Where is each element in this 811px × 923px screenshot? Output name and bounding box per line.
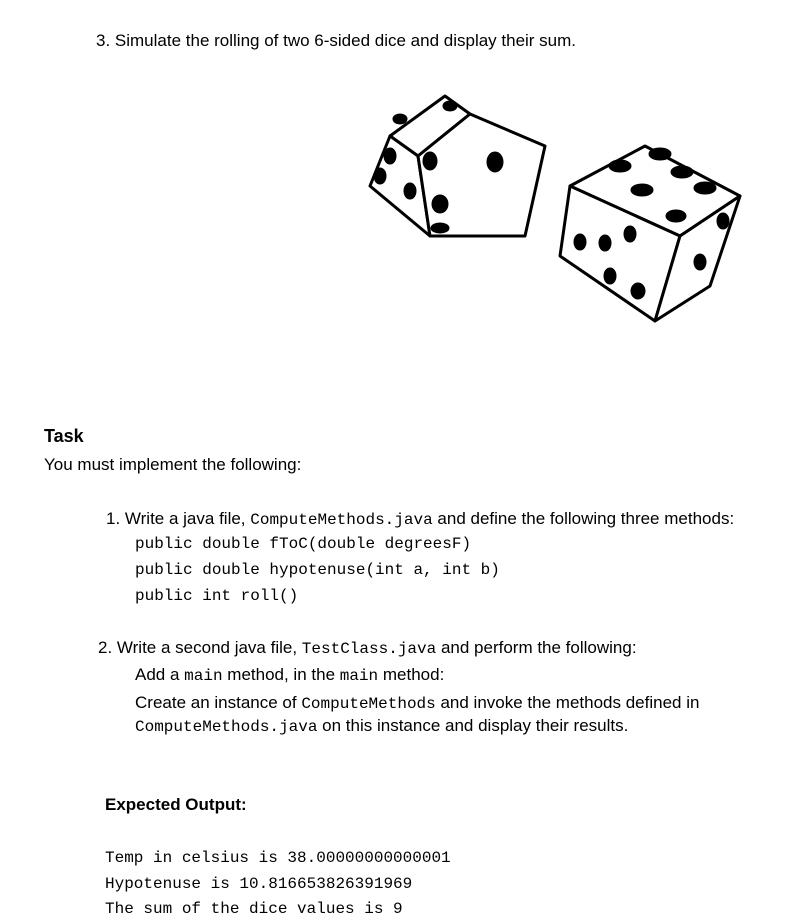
item1-line xyxy=(106,509,734,529)
output-line-1: Temp in celsius is 38.00000000000001 xyxy=(105,849,451,867)
expected-output-heading: Expected Output: xyxy=(105,795,247,814)
item2-main-line xyxy=(135,665,444,685)
right-die-icon xyxy=(560,146,740,321)
method-signature-3: public int roll() xyxy=(135,587,299,605)
item2-text: on this instance and display their results. xyxy=(317,716,629,735)
item2-line xyxy=(98,638,637,658)
item2-display-line xyxy=(135,716,628,736)
item2-text: method, in the xyxy=(222,665,340,684)
item2-text: Add a xyxy=(135,665,185,684)
main-code: main xyxy=(339,667,379,685)
output-line-2: Hypotenuse is 10.816653826391969 xyxy=(105,875,413,893)
item2-text: Create an instance of xyxy=(135,693,302,712)
item1-filename: ComputeMethods.java xyxy=(250,511,433,529)
item2-filename: TestClass.java xyxy=(301,640,437,658)
item1-lead: 1. Write a java file, xyxy=(106,509,251,528)
task-subtitle: You must implement the following: xyxy=(44,455,302,474)
output-line-3: The sum of the dice values is 9 xyxy=(105,900,403,918)
item2-text: method: xyxy=(378,665,445,684)
dice-illustration-icon xyxy=(360,86,750,326)
item2-instance-line xyxy=(135,693,699,713)
file-code: ComputeMethods.java xyxy=(135,718,318,736)
main-code: main xyxy=(184,667,223,685)
method-signature-1: public double fToC(double degreesF) xyxy=(135,535,472,553)
class-code: ComputeMethods xyxy=(301,695,436,713)
intro-text: 3. Simulate the rolling of two 6-sided dice and display their sum. xyxy=(96,31,577,50)
item2-tail: and perform the following: xyxy=(436,638,637,657)
item1-tail: and define the following three methods: xyxy=(432,509,735,528)
left-die-icon xyxy=(370,96,545,236)
item2-text: and invoke the methods defined in xyxy=(435,693,700,712)
item2-lead: 2. Write a second java file, xyxy=(98,638,302,657)
task-heading: Task xyxy=(44,426,84,446)
method-signature-2: public double hypotenuse(int a, int b) xyxy=(135,561,500,579)
